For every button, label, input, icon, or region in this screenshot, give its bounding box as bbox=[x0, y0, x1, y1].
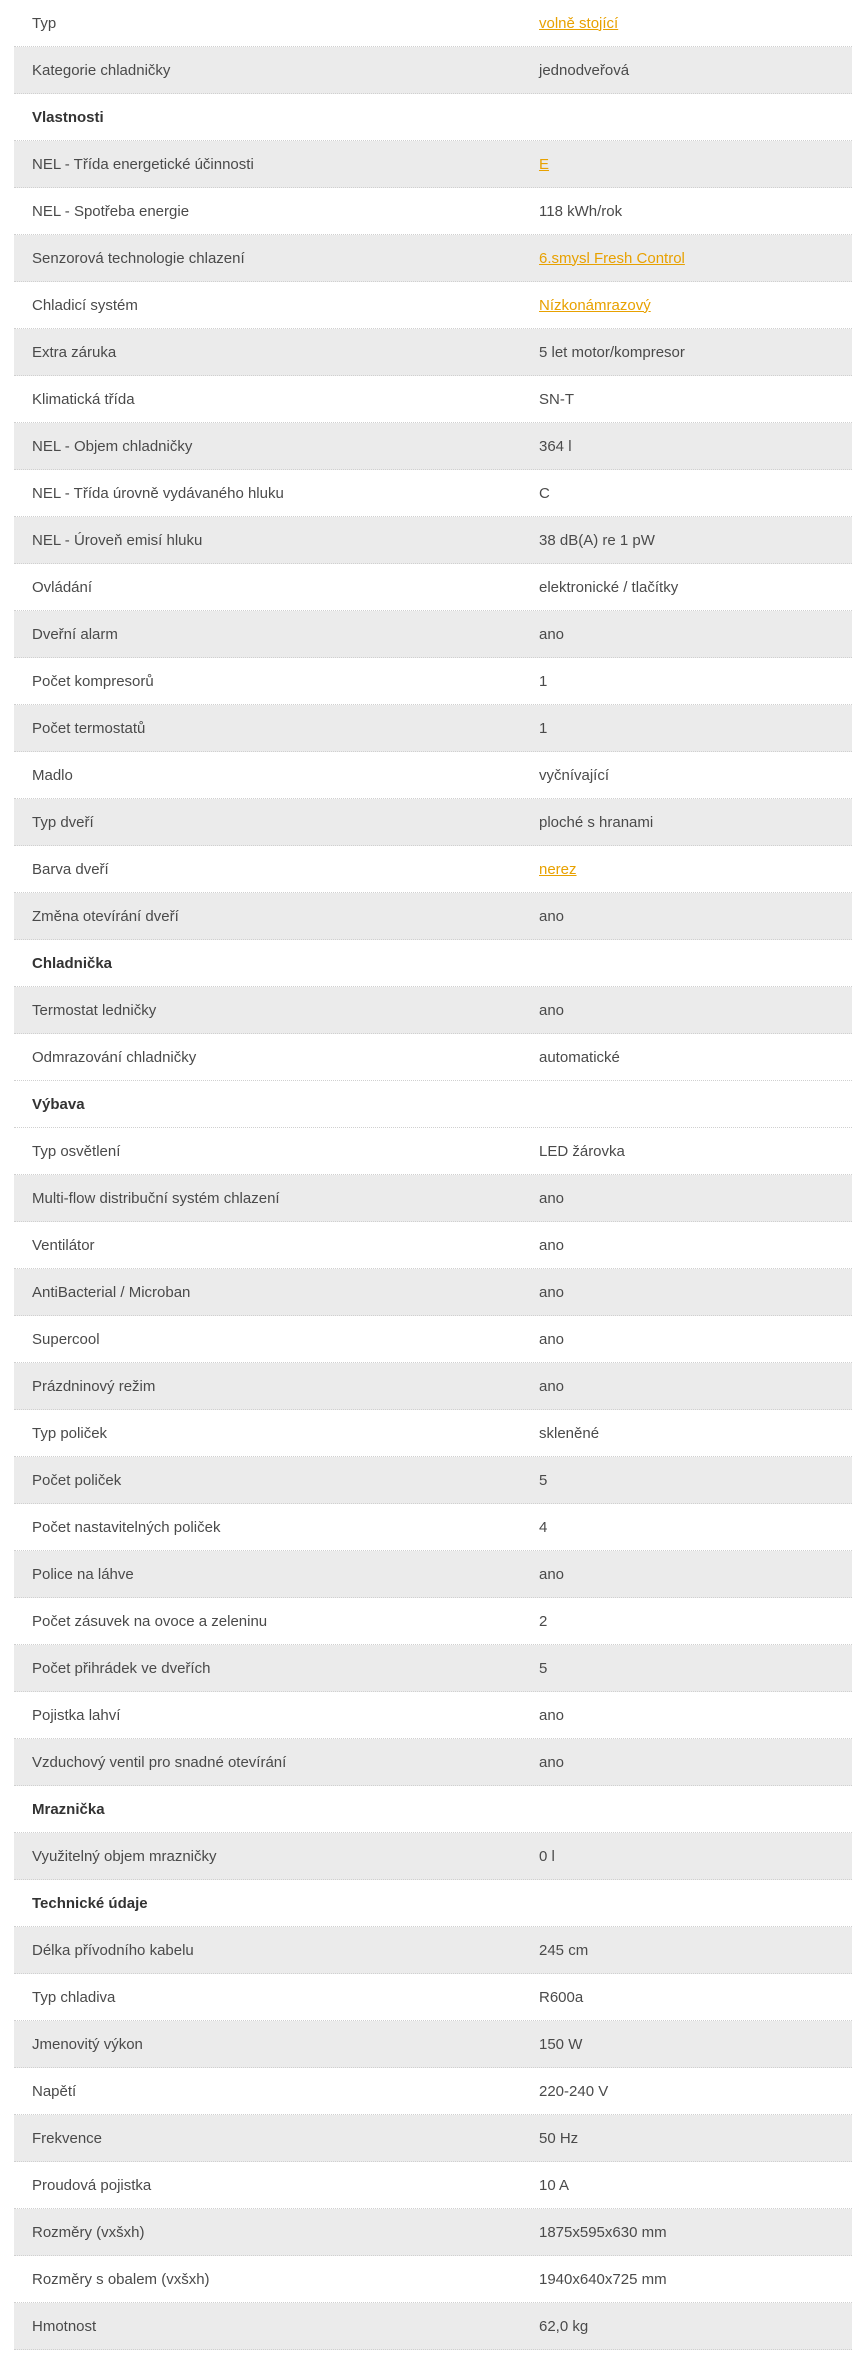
spec-row bbox=[14, 1927, 852, 1974]
spec-label: NEL - Třída energetické účinnosti bbox=[32, 155, 254, 173]
spec-value: 1875x595x630 mm bbox=[539, 2223, 667, 2241]
spec-row bbox=[14, 329, 852, 376]
spec-value: 62,0 kg bbox=[539, 2317, 589, 2335]
spec-value: 0 l bbox=[539, 1847, 555, 1865]
spec-row bbox=[14, 705, 852, 752]
spec-row bbox=[14, 1363, 852, 1410]
spec-value: ploché s hranami bbox=[539, 813, 654, 831]
spec-value: ano bbox=[539, 1753, 565, 1771]
spec-value: skleněné bbox=[539, 1424, 600, 1442]
spec-row bbox=[14, 141, 852, 188]
spec-row bbox=[14, 1739, 852, 1786]
spec-row bbox=[14, 2303, 852, 2350]
spec-row bbox=[14, 47, 852, 94]
spec-value: 5 bbox=[539, 1659, 548, 1677]
spec-value bbox=[539, 141, 549, 187]
spec-value: ano bbox=[539, 907, 565, 925]
spec-label: Jmenovitý výkon bbox=[32, 2035, 143, 2053]
section-title: Vlastnosti bbox=[32, 108, 104, 126]
spec-value: 38 dB(A) re 1 pW bbox=[539, 531, 655, 549]
spec-value: ano bbox=[539, 1706, 565, 1724]
spec-label: Typ osvětlení bbox=[32, 1142, 121, 1160]
spec-value: C bbox=[539, 484, 550, 502]
section-header bbox=[14, 1786, 852, 1833]
spec-label: Senzorová technologie chlazení bbox=[32, 249, 245, 267]
spec-label: Typ bbox=[32, 14, 57, 32]
spec-label: Počet poliček bbox=[32, 1471, 122, 1489]
spec-label: Frekvence bbox=[32, 2129, 103, 2147]
spec-value: LED žárovka bbox=[539, 1142, 625, 1160]
spec-table bbox=[14, 0, 852, 2350]
spec-value bbox=[539, 235, 685, 281]
spec-label: Klimatická třída bbox=[32, 390, 135, 408]
spec-row bbox=[14, 470, 852, 517]
spec-row bbox=[14, 846, 852, 893]
spec-row bbox=[14, 799, 852, 846]
spec-value: 1 bbox=[539, 719, 548, 737]
spec-value-link[interactable]: nerez bbox=[539, 860, 577, 878]
spec-row bbox=[14, 1551, 852, 1598]
spec-label: Typ chladiva bbox=[32, 1988, 116, 2006]
spec-label: Počet nastavitelných poliček bbox=[32, 1518, 221, 1536]
spec-label: Odmrazování chladničky bbox=[32, 1048, 197, 1066]
spec-label: NEL - Úroveň emisí hluku bbox=[32, 531, 203, 549]
spec-label: Rozměry s obalem (vxšxh) bbox=[32, 2270, 210, 2288]
spec-row bbox=[14, 2068, 852, 2115]
spec-label: Pojistka lahví bbox=[32, 1706, 121, 1724]
section-header bbox=[14, 1081, 852, 1128]
spec-row bbox=[14, 1410, 852, 1457]
spec-value: 1940x640x725 mm bbox=[539, 2270, 667, 2288]
spec-label: Typ dveří bbox=[32, 813, 94, 831]
spec-label: Multi-flow distribuční systém chlazení bbox=[32, 1189, 280, 1207]
spec-row bbox=[14, 1128, 852, 1175]
spec-value: 50 Hz bbox=[539, 2129, 579, 2147]
spec-label: Změna otevírání dveří bbox=[32, 907, 179, 925]
spec-row bbox=[14, 1974, 852, 2021]
spec-value: 5 bbox=[539, 1471, 548, 1489]
spec-label: Vzduchový ventil pro snadné otevírání bbox=[32, 1753, 287, 1771]
spec-value: 150 W bbox=[539, 2035, 583, 2053]
spec-row bbox=[14, 1833, 852, 1880]
spec-label: AntiBacterial / Microban bbox=[32, 1283, 191, 1301]
spec-value: ano bbox=[539, 1565, 565, 1583]
spec-label: Ovládání bbox=[32, 578, 93, 596]
spec-label: Prázdninový režim bbox=[32, 1377, 156, 1395]
spec-row bbox=[14, 2209, 852, 2256]
spec-row bbox=[14, 2021, 852, 2068]
spec-label: NEL - Objem chladničky bbox=[32, 437, 193, 455]
spec-value: automatické bbox=[539, 1048, 620, 1066]
spec-row bbox=[14, 1504, 852, 1551]
spec-value-link[interactable]: Nízkonámrazový bbox=[539, 296, 651, 314]
spec-label: Chladicí systém bbox=[32, 296, 138, 314]
spec-label: Rozměry (vxšxh) bbox=[32, 2223, 145, 2241]
spec-label: Barva dveří bbox=[32, 860, 109, 878]
spec-label: NEL - Třída úrovně vydávaného hluku bbox=[32, 484, 284, 502]
spec-value-link[interactable]: E bbox=[539, 155, 550, 173]
spec-row bbox=[14, 1269, 852, 1316]
spec-value: 245 cm bbox=[539, 1941, 589, 1959]
spec-row bbox=[14, 282, 852, 329]
spec-row bbox=[14, 1175, 852, 1222]
spec-value: 5 let motor/kompresor bbox=[539, 343, 685, 361]
spec-value: jednodveřová bbox=[539, 61, 630, 79]
spec-row bbox=[14, 2115, 852, 2162]
spec-value: 4 bbox=[539, 1518, 548, 1536]
spec-row bbox=[14, 1692, 852, 1739]
spec-value: ano bbox=[539, 1189, 565, 1207]
spec-value: ano bbox=[539, 1330, 565, 1348]
spec-label: Ventilátor bbox=[32, 1236, 95, 1254]
spec-value bbox=[539, 846, 577, 892]
spec-row bbox=[14, 987, 852, 1034]
spec-label: Supercool bbox=[32, 1330, 100, 1348]
spec-label: Napětí bbox=[32, 2082, 77, 2100]
spec-row bbox=[14, 1034, 852, 1081]
spec-row bbox=[14, 564, 852, 611]
spec-label: Madlo bbox=[32, 766, 73, 784]
spec-row bbox=[14, 2162, 852, 2209]
spec-label: Police na láhve bbox=[32, 1565, 134, 1583]
spec-row bbox=[14, 893, 852, 940]
spec-label: Hmotnost bbox=[32, 2317, 97, 2335]
spec-value-link[interactable]: 6.smysl Fresh Control bbox=[539, 249, 685, 267]
spec-value: 220-240 V bbox=[539, 2082, 609, 2100]
spec-row bbox=[14, 0, 852, 47]
spec-row bbox=[14, 188, 852, 235]
section-title: Mraznička bbox=[32, 1800, 105, 1818]
spec-label: Dveřní alarm bbox=[32, 625, 118, 643]
spec-value: vyčnívající bbox=[539, 766, 610, 784]
spec-value bbox=[539, 0, 618, 46]
spec-label: Počet zásuvek na ovoce a zeleninu bbox=[32, 1612, 268, 1630]
spec-value: ano bbox=[539, 625, 565, 643]
spec-label: Počet kompresorů bbox=[32, 672, 154, 690]
section-header bbox=[14, 1880, 852, 1927]
spec-row bbox=[14, 517, 852, 564]
spec-row bbox=[14, 235, 852, 282]
spec-label: Počet přihrádek ve dveřích bbox=[32, 1659, 211, 1677]
spec-row bbox=[14, 1222, 852, 1269]
spec-label: Typ poliček bbox=[32, 1424, 108, 1442]
spec-value: 1 bbox=[539, 672, 548, 690]
spec-value: 2 bbox=[539, 1612, 548, 1630]
spec-row bbox=[14, 1316, 852, 1363]
spec-value: 10 A bbox=[539, 2176, 570, 2194]
spec-value: 118 kWh/rok bbox=[539, 202, 623, 220]
spec-row bbox=[14, 1598, 852, 1645]
spec-row bbox=[14, 1457, 852, 1504]
section-header bbox=[14, 94, 852, 141]
spec-value: elektronické / tlačítky bbox=[539, 578, 679, 596]
spec-row bbox=[14, 752, 852, 799]
spec-label: Kategorie chladničky bbox=[32, 61, 171, 79]
spec-value: ano bbox=[539, 1283, 565, 1301]
spec-label: Počet termostatů bbox=[32, 719, 146, 737]
spec-label: Proudová pojistka bbox=[32, 2176, 152, 2194]
spec-label: Délka přívodního kabelu bbox=[32, 1941, 194, 1959]
spec-row bbox=[14, 2256, 852, 2303]
spec-label: NEL - Spotřeba energie bbox=[32, 202, 190, 220]
spec-row bbox=[14, 376, 852, 423]
spec-value: ano bbox=[539, 1001, 565, 1019]
spec-row bbox=[14, 611, 852, 658]
spec-label: Termostat ledničky bbox=[32, 1001, 157, 1019]
spec-label: Využitelný objem mrazničky bbox=[32, 1847, 217, 1865]
spec-value: SN-T bbox=[539, 390, 574, 408]
spec-value: ano bbox=[539, 1377, 565, 1395]
spec-value: 364 l bbox=[539, 437, 572, 455]
spec-row bbox=[14, 658, 852, 705]
spec-label: Extra záruka bbox=[32, 343, 117, 361]
spec-value bbox=[539, 282, 651, 328]
section-title: Výbava bbox=[32, 1095, 85, 1113]
section-title: Chladnička bbox=[32, 954, 113, 972]
section-title: Technické údaje bbox=[32, 1894, 148, 1912]
spec-value-link[interactable]: volně stojící bbox=[539, 14, 619, 32]
spec-value: ano bbox=[539, 1236, 565, 1254]
spec-row bbox=[14, 1645, 852, 1692]
section-header bbox=[14, 940, 852, 987]
spec-row bbox=[14, 423, 852, 470]
spec-value: R600a bbox=[539, 1988, 584, 2006]
